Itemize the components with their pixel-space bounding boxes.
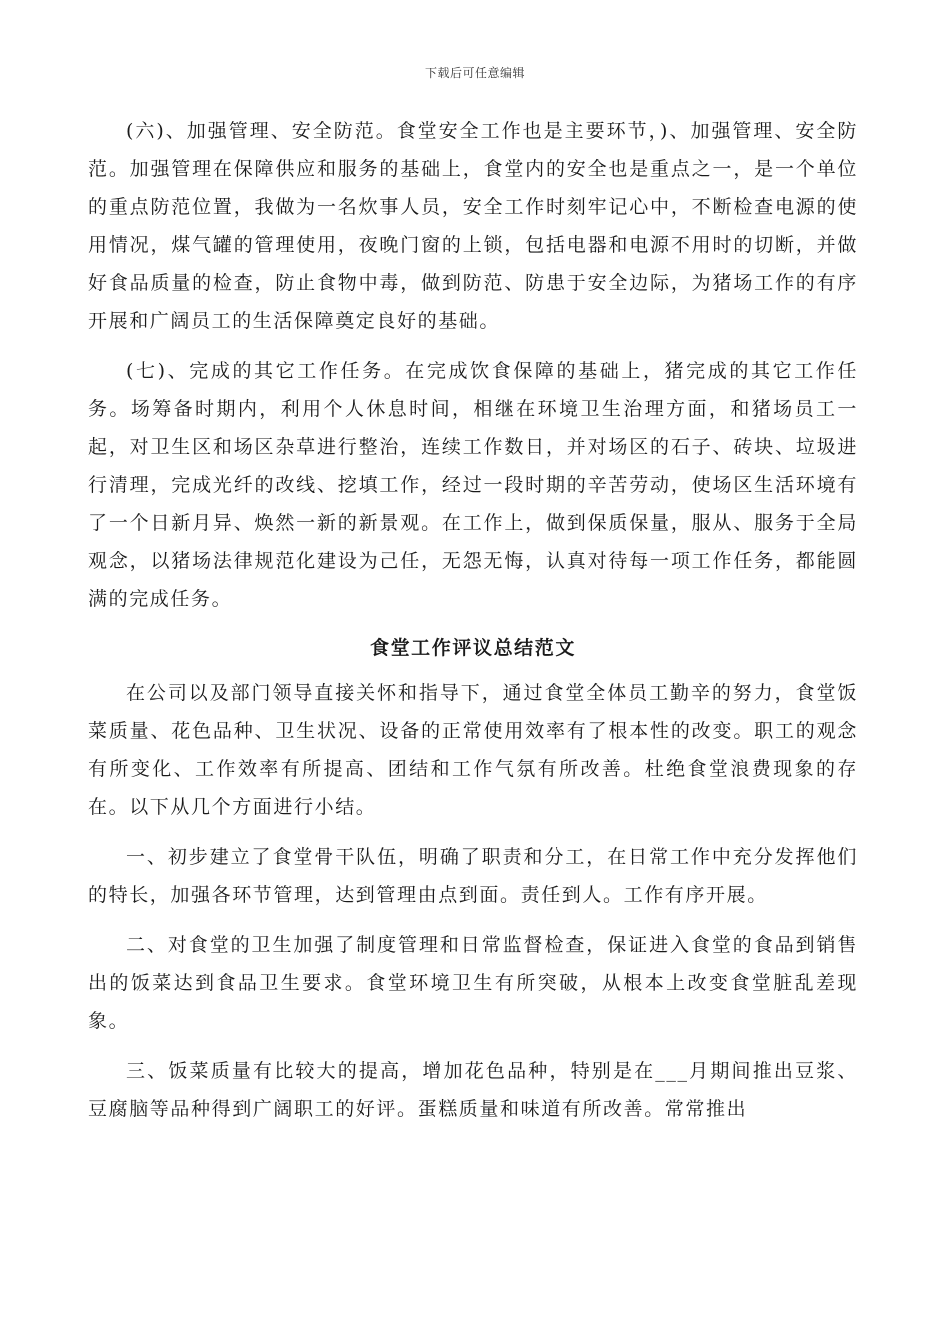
document-body	[88, 112, 858, 1128]
page-header: 下载后可任意编辑	[424, 66, 525, 80]
paragraph-safety-management: (六)、加强管理、安全防范。食堂安全工作也是主要环节，)、加强管理、安全防范。加强管理在保障供应和服务的基础上，食堂内的安全也是重点之一，是一个单位的重点防范位置，我做为一名炊事人员，安全工作时刻牢记心中，不断检查电源的使用情况，煤气罐的管理使用，夜晚门窗的上锁，包括电器和电源不用时的切断，并做好食品质量的检查，防止食物中毒，做到防范、防患于安全边际，为猪场工作的有序开展和广阔员工的生活保障奠定良好的基础。	[88, 120, 858, 332]
paragraph-point-three: 三、饭菜质量有比较大的提高，增加花色品种，特别是在___月期间推出豆浆、豆腐脑等品种得到广阔职工的好评。蛋糕质量和味道有所改善。常常推出	[88, 1060, 858, 1120]
paragraph-point-one: 一、初步建立了食堂骨干队伍，明确了职责和分工，在日常工作中充分发挥他们的特长，加强各环节管理，达到管理由点到面。责任到人。工作有序开展。	[88, 846, 858, 906]
section-title: 食堂工作评议总结范文	[369, 637, 576, 659]
paragraph-point-two: 二、对食堂的卫生加强了制度管理和日常监督检查，保证进入食堂的食品到销售出的饭菜达到食品卫生要求。食堂环境卫生有所突破，从根本上改变食堂脏乱差现象。	[88, 934, 858, 1032]
paragraph-other-tasks: (七)、完成的其它工作任务。在完成饮食保障的基础上，猪完成的其它工作任务。场筹备时期内，利用个人休息时间，相继在环境卫生治理方面，和猪场员工一起，对卫生区和场区杂草进行整治，连续工作数日，并对场区的石子、砖块、垃圾进行清理，完成光纤的改线、挖填工作，经过一段时期的辛苦劳动，使场区生活环境有了一个日新月异、焕然一新的新景观。在工作上，做到保质保量，服从、服务于全局观念，以猪场法律规范化建设为己任，无怨无悔，认真对待每一项工作任务，都能圆满的完成任务。	[88, 360, 858, 610]
paragraph-intro: 在公司以及部门领导直接关怀和指导下，通过食堂全体员工勤辛的努力，食堂饭菜质量、花色品种、卫生状况、设备的正常使用效率有了根本性的改变。职工的观念有所变化、工作效率有所提高、团结和工作气氛有所改善。杜绝食堂浪费现象的存在。以下从几个方面进行小结。	[88, 682, 858, 818]
